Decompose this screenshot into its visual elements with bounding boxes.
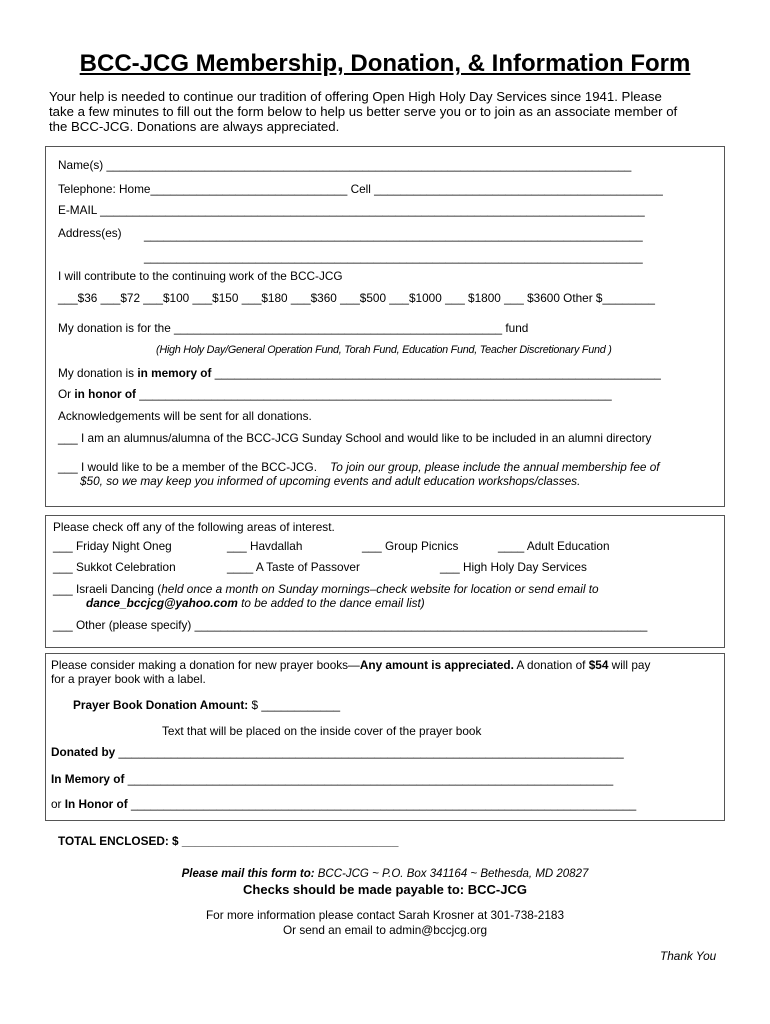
interest-group-picnics[interactable]: ___ Group Picnics: [362, 539, 459, 553]
alumni-checkbox[interactable]: ___ I am an alumnus/alumna of the BCC-JCG Sunday School and would like to be included in an alumni directory: [58, 431, 652, 445]
in-memory-of-line: __________________________________________________________________________: [124, 772, 614, 786]
prayer-book-intro-e: will pay: [608, 658, 651, 672]
telephone-field[interactable]: Telephone: Home______________________________ Cell ____________________________________________: [58, 182, 663, 196]
intro-line-1: Your help is needed to continue our tradition of offering Open High Holy Day Services since 1941. Please: [49, 89, 662, 104]
label-text-heading: Text that will be placed on the inside cover of the prayer book: [162, 724, 482, 738]
interest-high-holy-day-services[interactable]: ___ High Holy Day Services: [440, 560, 587, 574]
in-honor-of-line: _____________________________________________________________________________: [127, 797, 637, 811]
total-enclosed-field[interactable]: [58, 834, 398, 848]
fund-options-note: (High Holy Day/General Operation Fund, Torah Fund, Education Fund, Teacher Discretionary Fund ): [156, 344, 612, 356]
mail-address: BCC-JCG ~ P.O. Box 341164 ~ Bethesda, MD 20827: [314, 868, 589, 880]
in-honor-prefix: Or: [58, 387, 75, 401]
israeli-dancing-label: ___ Israeli Dancing (: [53, 582, 162, 596]
form-title: BCC-JCG Membership, Donation, & Information Form: [79, 50, 691, 77]
in-honor-of-field[interactable]: [51, 797, 636, 811]
membership-fee-note: $50, so we may keep you informed of upcoming events and adult education workshops/classes.: [80, 474, 581, 488]
prayer-book-intro-line-2: for a prayer book with a label.: [51, 672, 206, 686]
membership-label: ___ I would like to be a member of the BCC-JCG.: [58, 460, 317, 474]
total-enclosed-line: _________________________________: [178, 834, 399, 848]
israeli-dancing-email-note: [86, 596, 425, 610]
interests-heading: Please check off any of the following areas of interest.: [53, 520, 335, 534]
donated-by-field[interactable]: [51, 745, 624, 759]
in-memory-field[interactable]: [58, 366, 661, 380]
donated-by-line: _____________________________________________________________________________: [115, 745, 624, 759]
thank-you: Thank You: [660, 949, 717, 963]
address-label: Address(es): [58, 226, 122, 240]
total-enclosed-label: TOTAL ENCLOSED: $: [58, 834, 179, 848]
names-field[interactable]: Name(s) ________________________________________________________________________________: [58, 158, 632, 172]
address-field-1[interactable]: ____________________________________________________________________________: [144, 228, 643, 242]
interest-taste-of-passover[interactable]: ____ A Taste of Passover: [227, 560, 360, 574]
prayer-book-intro-c: A donation of: [513, 658, 589, 672]
intro-line-2: take a few minutes to fill out the form below to help us better serve you or to join as an associate member of: [49, 104, 678, 119]
in-memory-of-label: In Memory of: [51, 772, 125, 786]
prayer-book-intro-a: Please consider making a donation for new prayer books—: [51, 658, 360, 672]
interest-israeli-dancing[interactable]: [53, 582, 599, 596]
in-honor-field[interactable]: [58, 387, 612, 401]
prayer-book-intro-line-1: [51, 658, 650, 672]
interest-adult-education[interactable]: ____ Adult Education: [498, 539, 610, 553]
in-honor-line: ________________________________________________________________________: [135, 387, 612, 401]
dance-email-link[interactable]: dance_bccjcg@yahoo.com: [86, 596, 238, 610]
donated-by-label: Donated by: [51, 745, 116, 759]
contribute-label: I will contribute to the continuing work of the BCC-JCG: [58, 269, 343, 283]
fund-field[interactable]: My donation is for the __________________________________________________ fund: [58, 321, 529, 335]
prayer-book-price: $54: [588, 658, 609, 672]
in-honor-of-prefix: or: [51, 797, 65, 811]
interest-sukkot-celebration[interactable]: ___ Sukkot Celebration: [53, 560, 176, 574]
in-honor-of-label: In Honor of: [64, 797, 128, 811]
donation-amount-options[interactable]: ___$36 ___$72 ___$100 ___$150 ___$180 ___$360 ___$500 ___$1000 ___ $1800 ___ $3600 Other $________: [58, 291, 655, 305]
mail-instructions: [0, 868, 770, 880]
intro-paragraph: [49, 89, 729, 134]
prayer-book-amount-line: $ ____________: [248, 698, 341, 712]
dance-email-suffix: to be added to the dance email list): [237, 596, 425, 610]
in-honor-label: in honor of: [74, 387, 136, 401]
membership-note: To join our group, please include the annual membership fee of: [330, 460, 660, 474]
contact-email[interactable]: Or send an email to admin@bccjcg.org: [282, 923, 488, 937]
prayer-book-intro-b: Any amount is appreciated.: [359, 658, 514, 672]
interest-other-field[interactable]: ___ Other (please specify) _____________________________________________________________________: [53, 618, 648, 632]
in-memory-label: in memory of: [137, 366, 212, 380]
in-memory-line: ____________________________________________________________________: [211, 366, 661, 380]
checks-payable: Checks should be made payable to: BCC-JCG: [243, 882, 527, 897]
intro-line-3: the BCC-JCG. Donations are always appreciated.: [49, 119, 340, 134]
prayer-book-amount-field[interactable]: [73, 698, 340, 712]
membership-checkbox[interactable]: [58, 460, 660, 474]
in-memory-prefix: My donation is: [58, 366, 138, 380]
mail-instructions-label: Please mail this form to:: [181, 868, 315, 880]
address-field-2[interactable]: ____________________________________________________________________________: [144, 250, 643, 264]
prayer-book-amount-label: Prayer Book Donation Amount:: [73, 698, 249, 712]
interest-havdallah[interactable]: ___ Havdallah: [227, 539, 303, 553]
israeli-dancing-note: held once a month on Sunday mornings–check website for location or send email to: [161, 582, 599, 596]
acknowledgement-note: Acknowledgements will be sent for all donations.: [58, 409, 312, 423]
contact-info: For more information please contact Sarah Krosner at 301-738-2183: [205, 908, 565, 922]
in-memory-of-field[interactable]: [51, 772, 613, 786]
email-field[interactable]: E-MAIL ___________________________________________________________________________________: [58, 203, 645, 217]
interest-friday-night-oneg[interactable]: ___ Friday Night Oneg: [53, 539, 172, 553]
